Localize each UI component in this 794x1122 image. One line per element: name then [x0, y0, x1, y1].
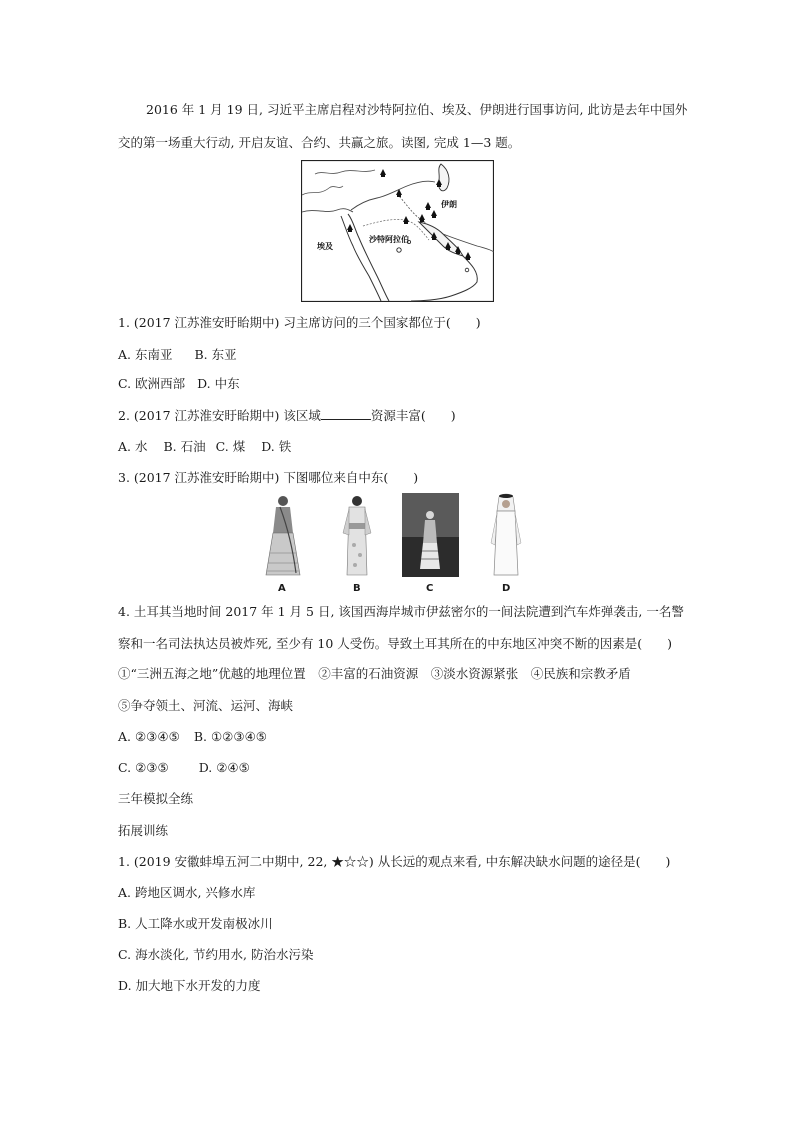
ext1-option-c: C. 海水淡化, 节约用水, 防治水污染: [118, 947, 314, 962]
q2-stem: [118, 407, 456, 424]
figure-label-c: C: [426, 583, 434, 594]
intro-line-2: 交的第一场重大行动, 开启友谊、合约、共赢之旅。读图, 完成 1—3 题。: [118, 135, 521, 150]
figure-c-photo: [402, 493, 459, 577]
ext1-option-a: A. 跨地区调水, 兴修水库: [118, 885, 256, 900]
intro-line-1: 2016 年 1 月 19 日, 习近平主席启程对沙特阿拉伯、埃及、伊朗进行国事访问, 此访是去年中国外: [146, 102, 688, 117]
map-label-egypt: 埃及: [317, 242, 333, 251]
figure-label-b: B: [353, 583, 361, 594]
q2-option-b: B. 石油: [163, 439, 206, 454]
ext1-option-b: B. 人工降水或开发南极冰川: [118, 916, 273, 931]
section-title-extension: 拓展训练: [118, 823, 169, 838]
q4-stem-line-2: 察和一名司法执达员被炸死, 至少有 10 人受伤。导致土耳其所在的中东地区冲突不断的因素是( ): [118, 636, 673, 651]
q1-options-cd: [118, 376, 240, 392]
q1-option-d: D. 中东: [197, 376, 240, 391]
q2-option-a: A. 水: [118, 439, 148, 454]
figure-a-woman-sari: [262, 493, 304, 577]
map-label-saudi: 沙特阿拉伯: [369, 235, 409, 244]
figure-b-woman-kimono: [340, 493, 374, 577]
q2-option-d: D. 铁: [261, 439, 292, 454]
q4-stem-line-1: 4. 土耳其当地时间 2017 年 1 月 5 日, 该国西海岸城市伊兹密尔的一间法院遭到汽车炸弹袭击, 一名警: [118, 604, 684, 619]
q2-option-c: C. 煤: [215, 439, 246, 454]
q1-option-c: C. 欧洲西部: [118, 376, 186, 391]
figure-label-a: A: [278, 583, 286, 594]
ext1-stem: 1. (2019 安徽蚌埠五河二中期中, 22, ★☆☆) 从长远的观点来看, 中东解决缺水问题的途径是( ): [118, 854, 671, 869]
q1-option-b: B. 东亚: [194, 347, 237, 362]
ext1-option-d: D. 加大地下水开发的力度: [118, 978, 261, 993]
q1-options-ab: [118, 347, 237, 363]
q2-stem-before: 2. (2017 江苏淮安盱眙期中) 该区域: [118, 408, 321, 423]
map-label-iran: 伊朗: [441, 200, 457, 209]
q4-option-d: D. ②④⑤: [198, 760, 250, 775]
q4-options-cd: [118, 760, 250, 776]
q2-options: [118, 439, 291, 455]
q4-options-ab: [118, 729, 267, 745]
figure-d-man-thobe: [489, 493, 523, 577]
middle-east-map: [301, 160, 494, 302]
q1-stem: 1. (2017 江苏淮安盱眙期中) 习主席访问的三个国家都位于( ): [118, 315, 481, 330]
q4-factors-line-2: ⑤争夺领土、河流、运河、海峡: [118, 698, 294, 713]
q2-blank: [321, 407, 371, 420]
q3-stem: 3. (2017 江苏淮安盱眙期中) 下图哪位来自中东( ): [118, 470, 419, 485]
q4-option-a: A. ②③④⑤: [118, 729, 180, 744]
q4-option-c: C. ②③⑤: [118, 760, 169, 775]
section-title-practice: 三年模拟全练: [118, 791, 194, 806]
figure-label-d: D: [502, 583, 511, 594]
q2-stem-after: 资源丰富( ): [370, 408, 456, 423]
q4-factors-line-1: ①“三洲五海之地”优越的地理位置 ②丰富的石油资源 ③淡水资源紧张 ④民族和宗教矛盾: [118, 666, 631, 681]
q4-option-b: B. ①②③④⑤: [193, 729, 267, 744]
q1-option-a: A. 东南亚: [118, 347, 173, 362]
